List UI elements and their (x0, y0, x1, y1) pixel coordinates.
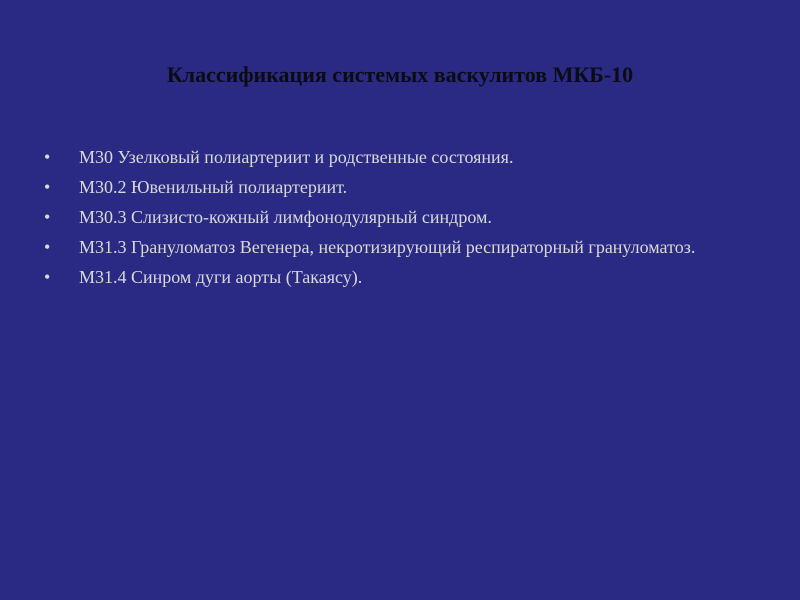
bullet-icon: • (44, 237, 51, 257)
list-item-text: М30.2 Ювенильный полиартериит. (79, 177, 348, 197)
slide-title: Классификация системых васкулитов МКБ-10 (166, 62, 634, 87)
list-item (44, 266, 744, 289)
list-item (44, 176, 744, 199)
bullet-icon: • (44, 267, 51, 287)
list-item-text: М31.4 Синром дуги аорты (Такаясу). (79, 267, 363, 287)
list-item-text: М31.3 Грануломатоз Вегенера, некротизирующий респираторный грануломатоз. (79, 237, 696, 257)
list-item (44, 146, 744, 169)
list-item-text: М30 Узелковый полиартериит и родственные состояния. (79, 147, 514, 167)
slide-content (44, 146, 744, 296)
bullet-icon: • (44, 207, 51, 227)
bullet-list (44, 146, 744, 289)
bullet-icon: • (44, 147, 51, 167)
list-item (44, 236, 744, 259)
bullet-icon: • (44, 177, 51, 197)
list-item (44, 206, 744, 229)
list-item-text: М30.3 Слизисто-кожный лимфонодулярный синдром. (79, 207, 492, 227)
